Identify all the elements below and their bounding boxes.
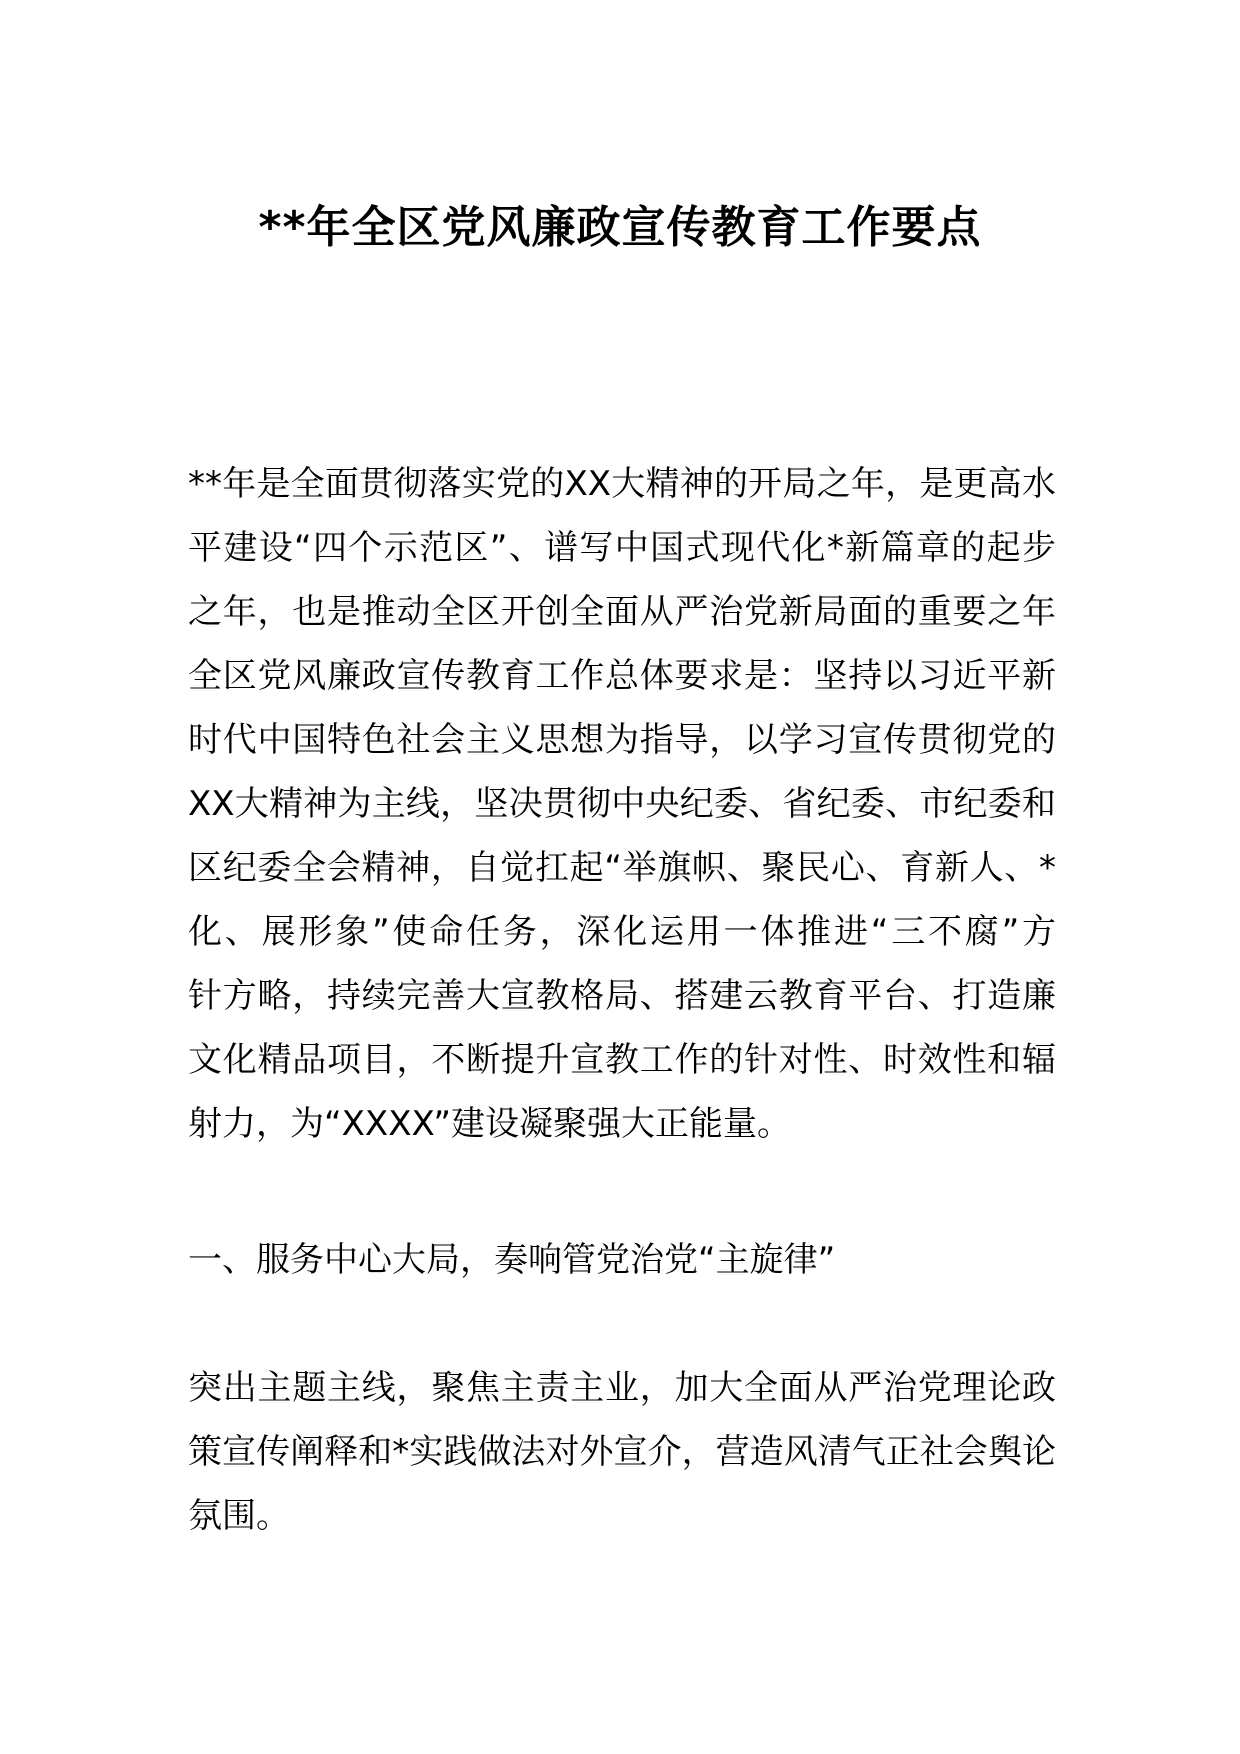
- intro-paragraph: [188, 452, 1056, 1156]
- paragraph-line: 全区党风廉政宣传教育工作总体要求是：坚持以习近平新: [188, 656, 1056, 696]
- paragraph-line: 氛围。: [188, 1496, 290, 1536]
- section-1-paragraph: [188, 1356, 1056, 1548]
- paragraph-line: 区纪委全会精神，自觉扛起“举旗帜、聚民心、育新人、*: [188, 848, 1056, 888]
- section-heading-text: 一、服务中心大局，奏响管党治党“主旋律”: [188, 1240, 836, 1280]
- paragraph-line: 策宣传阐释和*实践做法对外宣介，营造风清气正社会舆论: [188, 1432, 1056, 1472]
- paragraph-line: 射力，为“XXXX”建设凝聚强大正能量。: [188, 1104, 792, 1144]
- paragraph-line: XX大精神为主线，坚决贯彻中央纪委、省纪委、市纪委和: [188, 784, 1056, 824]
- paragraph-line: 化、展形象”使命任务，深化运用一体推进“三不腐”方: [188, 912, 1056, 952]
- paragraph-line: 突出主题主线，聚焦主责主业，加大全面从严治党理论政: [188, 1368, 1056, 1408]
- paragraph-line: 平建设“四个示范区”、谱写中国式现代化*新篇章的起步: [188, 528, 1056, 568]
- paragraph-line: 之年，也是推动全区开创全面从严治党新局面的重要之年: [188, 592, 1056, 632]
- document-title: **年全区党风廉政宣传教育工作要点: [258, 202, 982, 253]
- paragraph-line: 文化精品项目，不断提升宣教工作的针对性、时效性和辐: [188, 1040, 1056, 1080]
- section-heading-1: [188, 1228, 1056, 1292]
- paragraph-line: 时代中国特色社会主义思想为指导，以学习宣传贯彻党的: [188, 720, 1056, 760]
- paragraph-line: 针方略，持续完善大宣教格局、搭建云教育平台、打造廉: [188, 976, 1056, 1016]
- paragraph-line: **年是全面贯彻落实党的XX大精神的开局之年，是更高水: [188, 464, 1056, 504]
